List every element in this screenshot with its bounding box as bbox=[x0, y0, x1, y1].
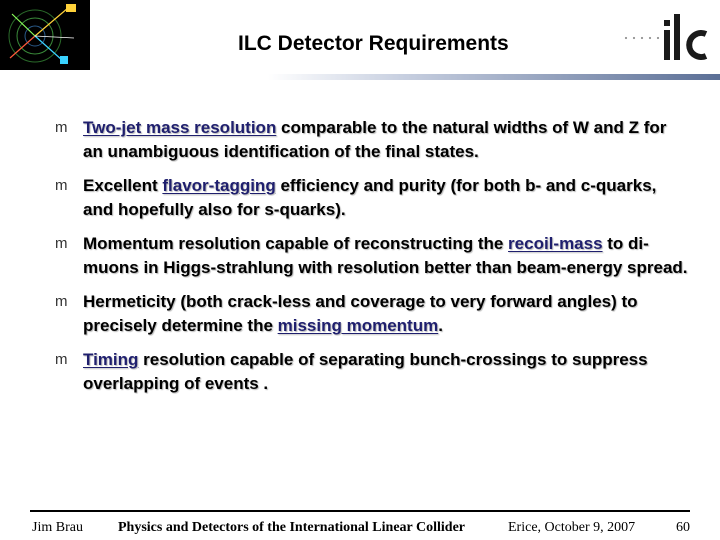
page-number: 60 bbox=[676, 520, 690, 535]
bullet-text: efficiency and purity (for both b- and c-quarks, and hopefully also for s-quarks). bbox=[83, 176, 657, 219]
event-display-icon bbox=[0, 0, 90, 70]
bullet-item bbox=[48, 116, 688, 164]
bullet-text: resolution capable of separating bunch-crossings to suppress overlapping of events . bbox=[83, 350, 648, 393]
bullet-marker: m bbox=[55, 293, 68, 310]
bullet-link[interactable]: flavor-tagging bbox=[162, 176, 276, 195]
bullet-item bbox=[48, 232, 688, 280]
bullet-link[interactable]: missing momentum bbox=[277, 316, 439, 335]
bullet-link[interactable]: Two-jet mass resolution bbox=[83, 118, 277, 137]
bullet-item bbox=[48, 348, 688, 396]
bullet-marker: m bbox=[55, 235, 68, 252]
bullet-marker: m bbox=[55, 351, 68, 368]
bullet-item bbox=[48, 174, 688, 222]
bullet-text: to di-muons in Higgs-strahlung with resolution better than beam-energy spread. bbox=[83, 234, 688, 277]
bullet-text: Excellent bbox=[83, 176, 163, 195]
bullet-item bbox=[48, 290, 688, 338]
footer-date: Erice, October 9, 2007 bbox=[508, 520, 636, 535]
bullet-link[interactable]: recoil-mass bbox=[508, 234, 603, 253]
bullet-text: Momentum resolution capable of reconstructing the bbox=[83, 234, 509, 253]
footer-course-title: Physics and Detectors of the International Linear Collider bbox=[118, 520, 465, 535]
bullet-text: comparable to the natural widths of W and Z for an unambiguous identification of the final states. bbox=[83, 118, 667, 161]
bullet-link[interactable]: Timing bbox=[83, 350, 139, 369]
title-rule bbox=[268, 74, 720, 80]
bullet-marker: m bbox=[55, 119, 68, 136]
page-title: ILC Detector Requirements bbox=[238, 32, 509, 55]
bullet-text: Hermeticity (both crack-less and coverage to very forward angles) to precisely determine the bbox=[83, 292, 638, 335]
footer-rule bbox=[30, 510, 690, 512]
bullet-text: . bbox=[438, 316, 443, 335]
bullet-list bbox=[48, 116, 688, 396]
bullet-marker: m bbox=[55, 177, 68, 194]
ilc-logo bbox=[660, 10, 712, 68]
footer-author: Jim Brau bbox=[32, 520, 83, 535]
